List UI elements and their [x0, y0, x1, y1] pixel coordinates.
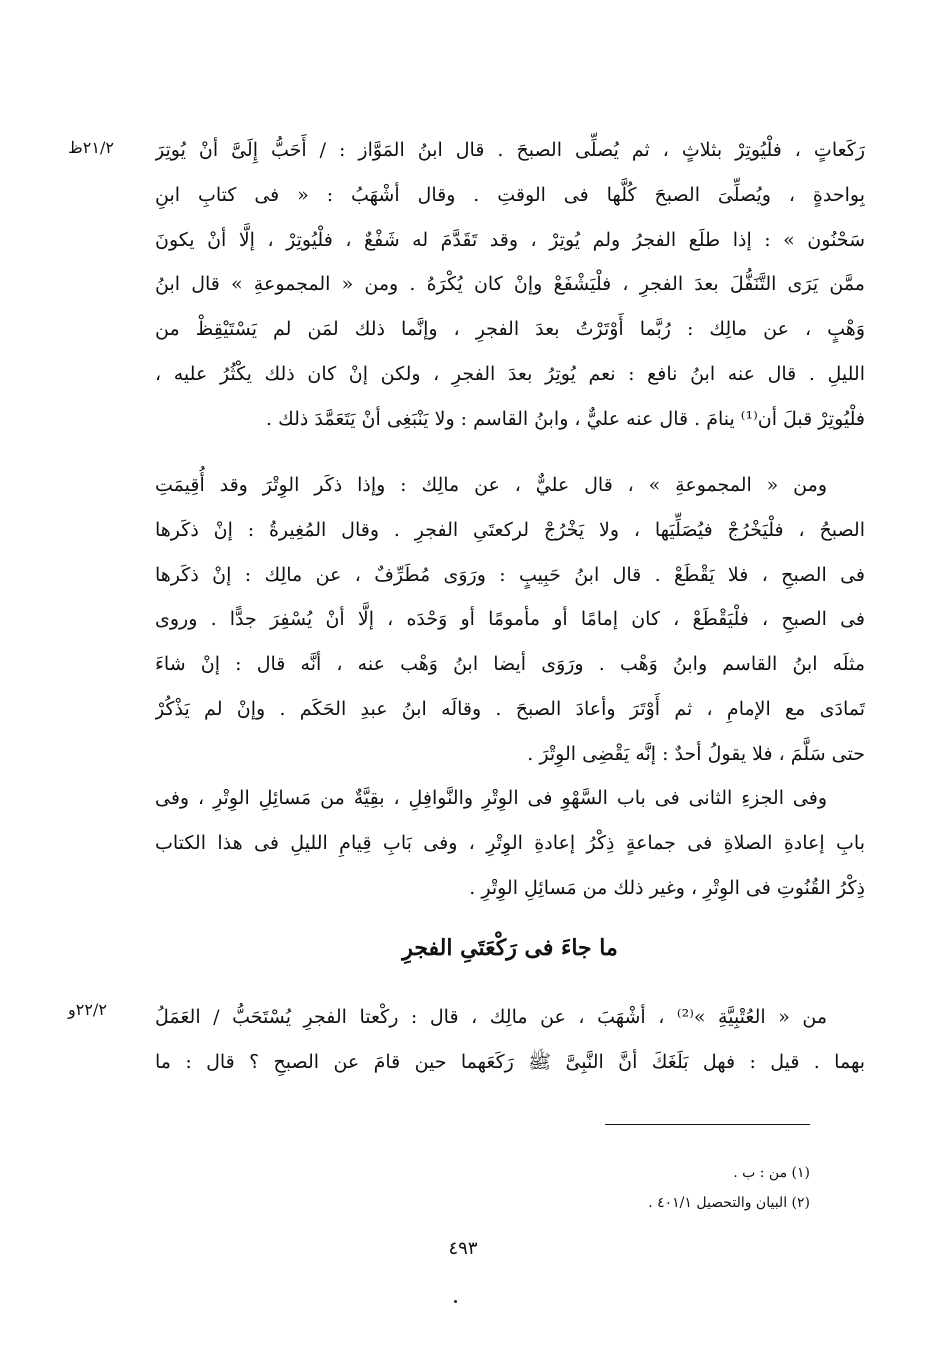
text-line: ذِكْرُ القُنُوتِ فى الوِتْرِ ، وغير ذلك من مَسائِلِ الوِتْرِ .	[469, 876, 865, 899]
text-line: الليلِ . قال عنه ابنُ نافع : نعم يُوتِرُ بعدَ الفجرِ ، ولكن إنْ كان ذلك يكْثُرُ عليه ،	[155, 362, 865, 385]
text-line: مثلَه ابنُ القاسم وابنُ وَهْب . ورَوَى أيضا ابنُ وَهْب عنه ، أنَّه قال : إنْ شاءَ	[155, 653, 865, 676]
page-number: ٤٩٣	[448, 1238, 478, 1259]
text-line: الصبحُ ، فلْيَخْرُجْ فيُصَلِّيَها ، ولا يَخْرُجْ لركعتَىِ الفجرِ . وقال المُغِيرةُ : إنْ ذكَرها	[155, 518, 865, 541]
text-line: تَمادَى مع الإمامِ ، ثم أَوْتَرَ وأعادَ الصبحَ . وقالَه ابنُ عبدِ الحَكَم . وإنْ لم يَذْكُرْ	[155, 697, 865, 720]
text-line: بابِ إعادةِ الصلاةِ فى جماعةٍ ذِكْرُ إعادةِ الوِتْرِ ، وفى بَابِ قِيامِ الليلِ فى هذا الكتاب	[155, 831, 865, 854]
text-line: بِواحدةٍ ، ويُصلِّىَ الصبحَ كُلَّها فى الوقتِ . وقال أشْهَبُ : « فى كتابِ ابنِ	[155, 183, 865, 206]
footnote: (١) من : ب .	[733, 1165, 810, 1181]
text-line: سَحْنُون » : إذا طلَع الفجرُ ولم يُوتِرْ ، وقد تَقَدَّمَ له شَفْعٌ ، فلْيُوتِرْ ، إلَّا أنْ يكونَ	[155, 228, 865, 251]
footnote-divider	[605, 1124, 810, 1125]
footnote: (٢) البيان والتحصيل ٤٠١/١ .	[648, 1195, 810, 1211]
text-line: ممَّن يَرَى التَّنَفُّلَ بعدَ الفجرِ ، فلْيَشْفَعْ وإنْ كان يُكْرَهُ . ومن « المجموعةِ » قال ابنُ	[155, 273, 865, 296]
text-line: فلْيُوتِرْ قبلَ أن⁽¹⁾ ينامَ . قال عنه عليٌّ ، وابنُ القاسم : ولا يَنْبَغِى أنْ يَتَعَمَّدَ ذلك .	[265, 407, 865, 430]
paragraph-witr-during-subh	[155, 463, 865, 777]
text-line: ومن « المجموعةِ » ، قال عليٌّ ، عن مالِك : وإذا ذكَر الوِتْرَ وقد أُقِيمَتِ	[155, 474, 827, 496]
text-line: وفى الجزءِ الثانى فى باب السَّهْوِ فى الوِتْرِ والنَّوافِلِ ، بقِيَّةٌ من مَسائِلِ الوِتْرِ ، وفى	[155, 787, 827, 809]
footnotes	[470, 1158, 810, 1218]
text-line: رَكَعاتٍ ، فلْيُوتِرْ بثلاثٍ ، ثم يُصلِّى الصبحَ . قال ابنُ المَوَّاز : / أَحَبُّ إِلَىَّ أنْ يُوتِرَ	[155, 139, 865, 161]
text-line: من « العُتْبِيَّةِ »⁽²⁾ ، أشْهَبَ ، عن مالِك ، قال : ركْعتا الفجرِ يُسْتَحَبُّ / العَمَلُ	[155, 1006, 827, 1028]
text-line: حتى سَلَّمَ ، فلا يقولُ أحدٌ : إنَّه يَقْضِى الوِتْرَ .	[527, 742, 865, 765]
text-line: فى الصبحِ ، فلا يَقْطَعْ . قال ابنُ حَبِيبٍ : ورَوَى مُطَرِّفٌ ، عن مالِك : إنْ ذكَرها	[155, 563, 865, 586]
paragraph-witr-after-dawn	[155, 128, 865, 442]
text-line: فى الصبحِ ، فلْيَقْطَعْ ، كان إمامًا أو مأمومًا أو وَحْدَه ، إلَّا أنْ يُسْفِرَ جدًّا . وروى	[155, 608, 865, 631]
section-heading: ما جاءَ فى رَكْعَتَىِ الفجرِ	[402, 935, 618, 961]
margin-folio-note: ٢٢/٢و	[68, 1000, 107, 1019]
text-line: وَهْبٍ ، عن مالِك : رُبَّما أَوْتَرْتُ بعدَ الفجرِ ، وإنَّما ذلك لمَن لم يَسْتَيْقِظْ من	[155, 318, 865, 341]
paragraph-fajr-rakahs	[155, 995, 865, 1085]
print-speck	[454, 1300, 457, 1303]
margin-folio-note: ٢١/٢ظ	[68, 138, 114, 157]
paragraph-cross-references	[155, 776, 865, 910]
text-line: بهما . قيل : فهل بَلَغَكَ أنَّ النَّبِىَّ ﷺ رَكَعَهما حين قامَ عن الصبحِ ؟ قال : ما	[155, 1050, 865, 1073]
